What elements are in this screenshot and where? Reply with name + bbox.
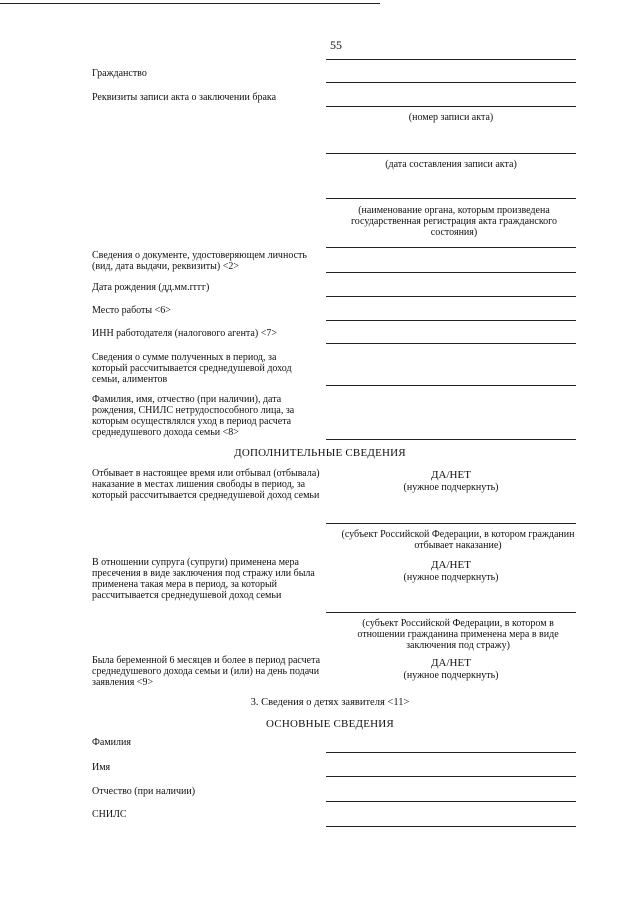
caregiver-info-label: Фамилия, имя, отчество (при наличии), дата рождения, СНИЛС нетрудоспособного лица, за которым осуществлялся уход в период расчета среднедушевого дохода семьи <8> xyxy=(92,394,295,438)
identity-line-1[interactable] xyxy=(326,247,576,248)
q2-label: В отношении супруга (супруги) применена мера пресечения в виде заключения под стражу или была применена такая мера в период, за который рассчитывается среднедушевой доход семьи xyxy=(92,557,315,601)
workplace-line[interactable] xyxy=(326,320,576,321)
record-authority-hint: (наименование органа, которым произведена государственная регистрация акта гражданского состояния) xyxy=(350,205,558,238)
marriage-record-label: Реквизиты записи акта о заключении брака xyxy=(92,92,277,103)
income-info-line[interactable] xyxy=(326,385,576,386)
citizenship-label: Гражданство xyxy=(92,68,147,79)
children-section-title: 3. Сведения о детях заявителя <11> xyxy=(250,697,410,708)
q2-region-hint: (субъект Российской Федерации, в котором в отношении гражданина применена мера в виде заключения под стражу) xyxy=(357,618,559,651)
record-authority-line[interactable] xyxy=(326,198,576,199)
child-name-label: Имя xyxy=(92,762,111,773)
top-rule xyxy=(0,3,380,4)
birth-date-label: Дата рождения (дд.мм.гггг) xyxy=(92,282,210,293)
workplace-label: Место работы <6> xyxy=(92,305,171,316)
employer-inn-line[interactable] xyxy=(326,343,576,344)
record-date-hint: (дата составления записи акта) xyxy=(385,159,517,170)
child-name-line[interactable] xyxy=(326,776,576,777)
employer-inn-label: ИНН работодателя (налогового агента) <7> xyxy=(92,328,277,339)
q1-region-line[interactable] xyxy=(326,523,576,524)
record-date-line[interactable] xyxy=(326,153,576,154)
identity-document-label: Сведения о документе, удостоверяющем личность (вид, дата выдачи, реквизиты) <2> xyxy=(92,250,307,272)
child-surname-line[interactable] xyxy=(326,752,576,753)
children-subheading: ОСНОВНЫЕ СВЕДЕНИЯ xyxy=(266,718,394,730)
birth-date-line[interactable] xyxy=(326,296,576,297)
identity-line-2[interactable] xyxy=(326,272,576,273)
citizenship-line[interactable] xyxy=(326,59,576,60)
q2-answer[interactable]: ДА/НЕТ xyxy=(431,559,471,571)
citizenship-line-2[interactable] xyxy=(326,82,576,83)
record-number-hint: (номер записи акта) xyxy=(408,112,494,123)
child-snils-label: СНИЛС xyxy=(92,809,127,820)
child-snils-line[interactable] xyxy=(326,826,576,827)
q1-answer[interactable]: ДА/НЕТ xyxy=(431,469,471,481)
q1-label: Отбывает в настоящее время или отбывал (отбывала) наказание в местах лишения свободы в период, за который рассчитывается среднедушевой доход семьи xyxy=(92,468,320,501)
child-patronymic-label: Отчество (при наличии) xyxy=(92,786,196,797)
q2-region-line[interactable] xyxy=(326,612,576,613)
caregiver-info-line[interactable] xyxy=(326,439,576,440)
record-number-line[interactable] xyxy=(326,106,576,107)
q1-hint: (нужное подчеркнуть) xyxy=(403,482,499,493)
q3-label: Была беременной 6 месяцев и более в период расчета среднедушевого дохода семьи и (или) на день подачи заявления <9> xyxy=(92,655,321,688)
child-surname-label: Фамилия xyxy=(92,737,131,748)
q3-answer[interactable]: ДА/НЕТ xyxy=(431,657,471,669)
q3-hint: (нужное подчеркнуть) xyxy=(403,670,499,681)
income-info-label: Сведения о сумме полученных в период, за который рассчитывается среднедушевой доход семьи, алиментов xyxy=(92,352,292,385)
q2-hint: (нужное подчеркнуть) xyxy=(403,572,499,583)
additional-heading: ДОПОЛНИТЕЛЬНЫЕ СВЕДЕНИЯ xyxy=(234,447,406,459)
child-patronymic-line[interactable] xyxy=(326,801,576,802)
q1-region-hint: (субъект Российской Федерации, в котором гражданин отбывает наказание) xyxy=(341,529,575,551)
page-number: 55 xyxy=(330,38,342,52)
